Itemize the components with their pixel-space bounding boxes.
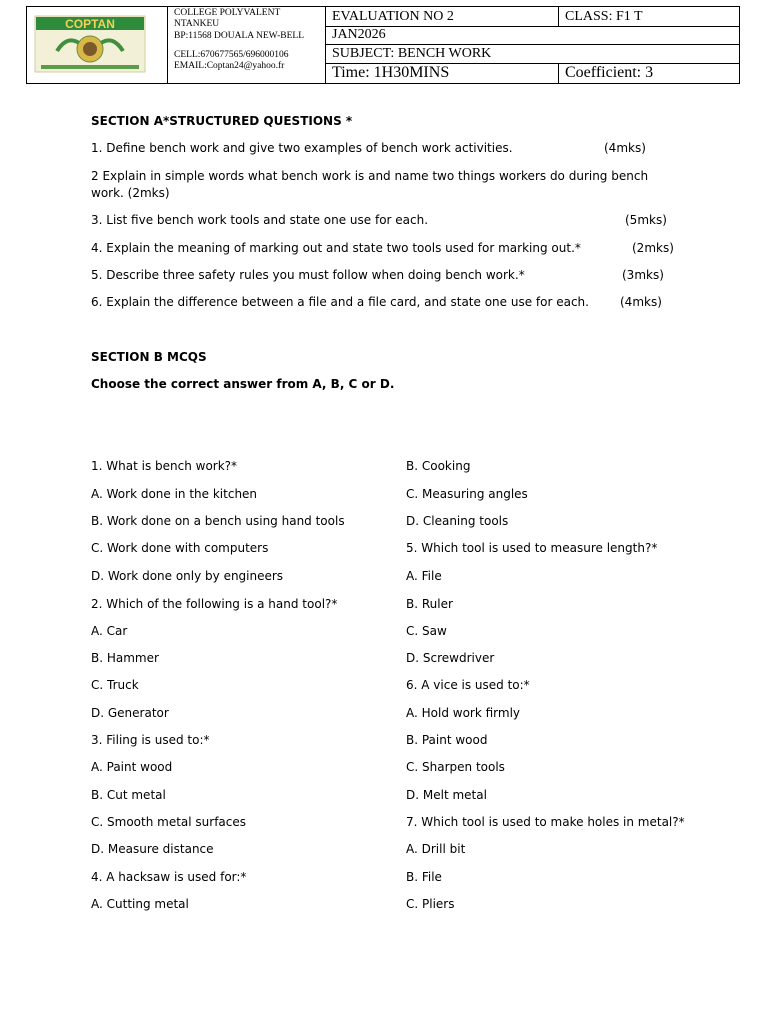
mcq-left-line: 3. Filing is used to:* bbox=[91, 733, 210, 747]
school-phone: CELL:670677565/696000106 bbox=[174, 49, 289, 60]
mcq-left-line: A. Work done in the kitchen bbox=[91, 487, 258, 501]
school-name-line-2: NTANKEU bbox=[174, 19, 220, 30]
mcq-left-line: D. Work done only by engineers bbox=[91, 569, 284, 583]
mcq-right-line: B. Cooking bbox=[406, 459, 471, 473]
section-b-title: SECTION B MCQS bbox=[91, 350, 207, 364]
time-label: Time: 1H30MINS bbox=[326, 63, 559, 83]
logo-wordmark: COPTAN bbox=[65, 17, 115, 31]
mcq-left-line: 4. A hacksaw is used for:* bbox=[91, 870, 247, 884]
logo-cell bbox=[27, 7, 168, 84]
exam-header-table bbox=[26, 6, 740, 84]
mcq-left-line: C. Smooth metal surfaces bbox=[91, 815, 247, 829]
mcq-right-line: D. Screwdriver bbox=[406, 651, 495, 665]
question-a5: 5. Describe three safety rules you must follow when doing bench work.* bbox=[91, 268, 525, 282]
mcq-right-line: B. File bbox=[406, 870, 442, 884]
marks-a4: (2mks) bbox=[632, 241, 674, 255]
mcq-right-line: 5. Which tool is used to measure length?* bbox=[406, 541, 658, 555]
question-a1: 1. Define bench work and give two examples of bench work activities. bbox=[91, 141, 513, 155]
mcq-right-line: D. Cleaning tools bbox=[406, 514, 509, 528]
mcq-left-line: A. Cutting metal bbox=[91, 897, 189, 911]
mcq-left-line: A. Paint wood bbox=[91, 760, 173, 774]
mcq-right-line: D. Melt metal bbox=[406, 788, 487, 802]
question-a3: 3. List five bench work tools and state one use for each. bbox=[91, 213, 429, 227]
question-a2: 2 Explain in simple words what bench work is and name two things workers do during bench work. (2mks) bbox=[91, 169, 649, 200]
section-a-title: SECTION A*STRUCTURED QUESTIONS * bbox=[91, 114, 353, 128]
question-a6: 6. Explain the difference between a file and a file card, and state one use for each. bbox=[91, 295, 589, 309]
mcq-right-line: B. Paint wood bbox=[406, 733, 488, 747]
school-info bbox=[168, 7, 326, 84]
subject-label: SUBJECT: BENCH WORK bbox=[326, 44, 740, 63]
mcq-right-line: A. Drill bit bbox=[406, 842, 466, 856]
school-email: EMAIL:Coptan24@yahoo.fr bbox=[174, 61, 285, 72]
mcq-left-line: B. Cut metal bbox=[91, 788, 166, 802]
marks-a5: (3mks) bbox=[622, 268, 664, 282]
mcq-right-line: B. Ruler bbox=[406, 597, 453, 611]
school-logo bbox=[27, 7, 167, 79]
mcq-right-line: C. Saw bbox=[406, 624, 447, 638]
mcq-right-line: A. Hold work firmly bbox=[406, 706, 521, 720]
mcq-left-line: D. Generator bbox=[91, 706, 169, 720]
mcq-left-line: D. Measure distance bbox=[91, 842, 214, 856]
school-address: BP:11568 DOUALA NEW-BELL bbox=[174, 30, 305, 41]
mcq-left-line: 1. What is bench work?* bbox=[91, 459, 238, 473]
marks-a1: (4mks) bbox=[604, 141, 646, 155]
exam-date: JAN2026 bbox=[326, 27, 740, 45]
mcq-right-line: A. File bbox=[406, 569, 442, 583]
mcq-left-line: B. Work done on a bench using hand tools bbox=[91, 514, 345, 528]
coefficient-label: Coefficient: 3 bbox=[559, 63, 740, 83]
class-label: CLASS: F1 T bbox=[559, 7, 740, 27]
mcq-right-line: 7. Which tool is used to make holes in metal?* bbox=[406, 815, 685, 829]
mcq-left-line: A. Car bbox=[91, 624, 128, 638]
mcq-right-line: C. Measuring angles bbox=[406, 487, 528, 501]
question-a4: 4. Explain the meaning of marking out and state two tools used for marking out.* bbox=[91, 241, 581, 255]
marks-a6: (4mks) bbox=[620, 295, 662, 309]
section-b-instruction: Choose the correct answer from A, B, C or D. bbox=[91, 377, 395, 391]
mcq-left-line: C. Work done with computers bbox=[91, 541, 269, 555]
mcq-left-line: B. Hammer bbox=[91, 651, 159, 665]
mcq-right-line: 6. A vice is used to:* bbox=[406, 678, 530, 692]
school-name-line-1: COLLEGE POLYVALENT bbox=[174, 8, 281, 18]
mcq-right-line: C. Pliers bbox=[406, 897, 455, 911]
mcq-left-line: 2. Which of the following is a hand tool?* bbox=[91, 597, 338, 611]
mcq-right-line: C. Sharpen tools bbox=[406, 760, 505, 774]
marks-a3: (5mks) bbox=[625, 213, 667, 227]
evaluation-number: EVALUATION NO 2 bbox=[326, 7, 559, 27]
mcq-left-line: C. Truck bbox=[91, 678, 139, 692]
